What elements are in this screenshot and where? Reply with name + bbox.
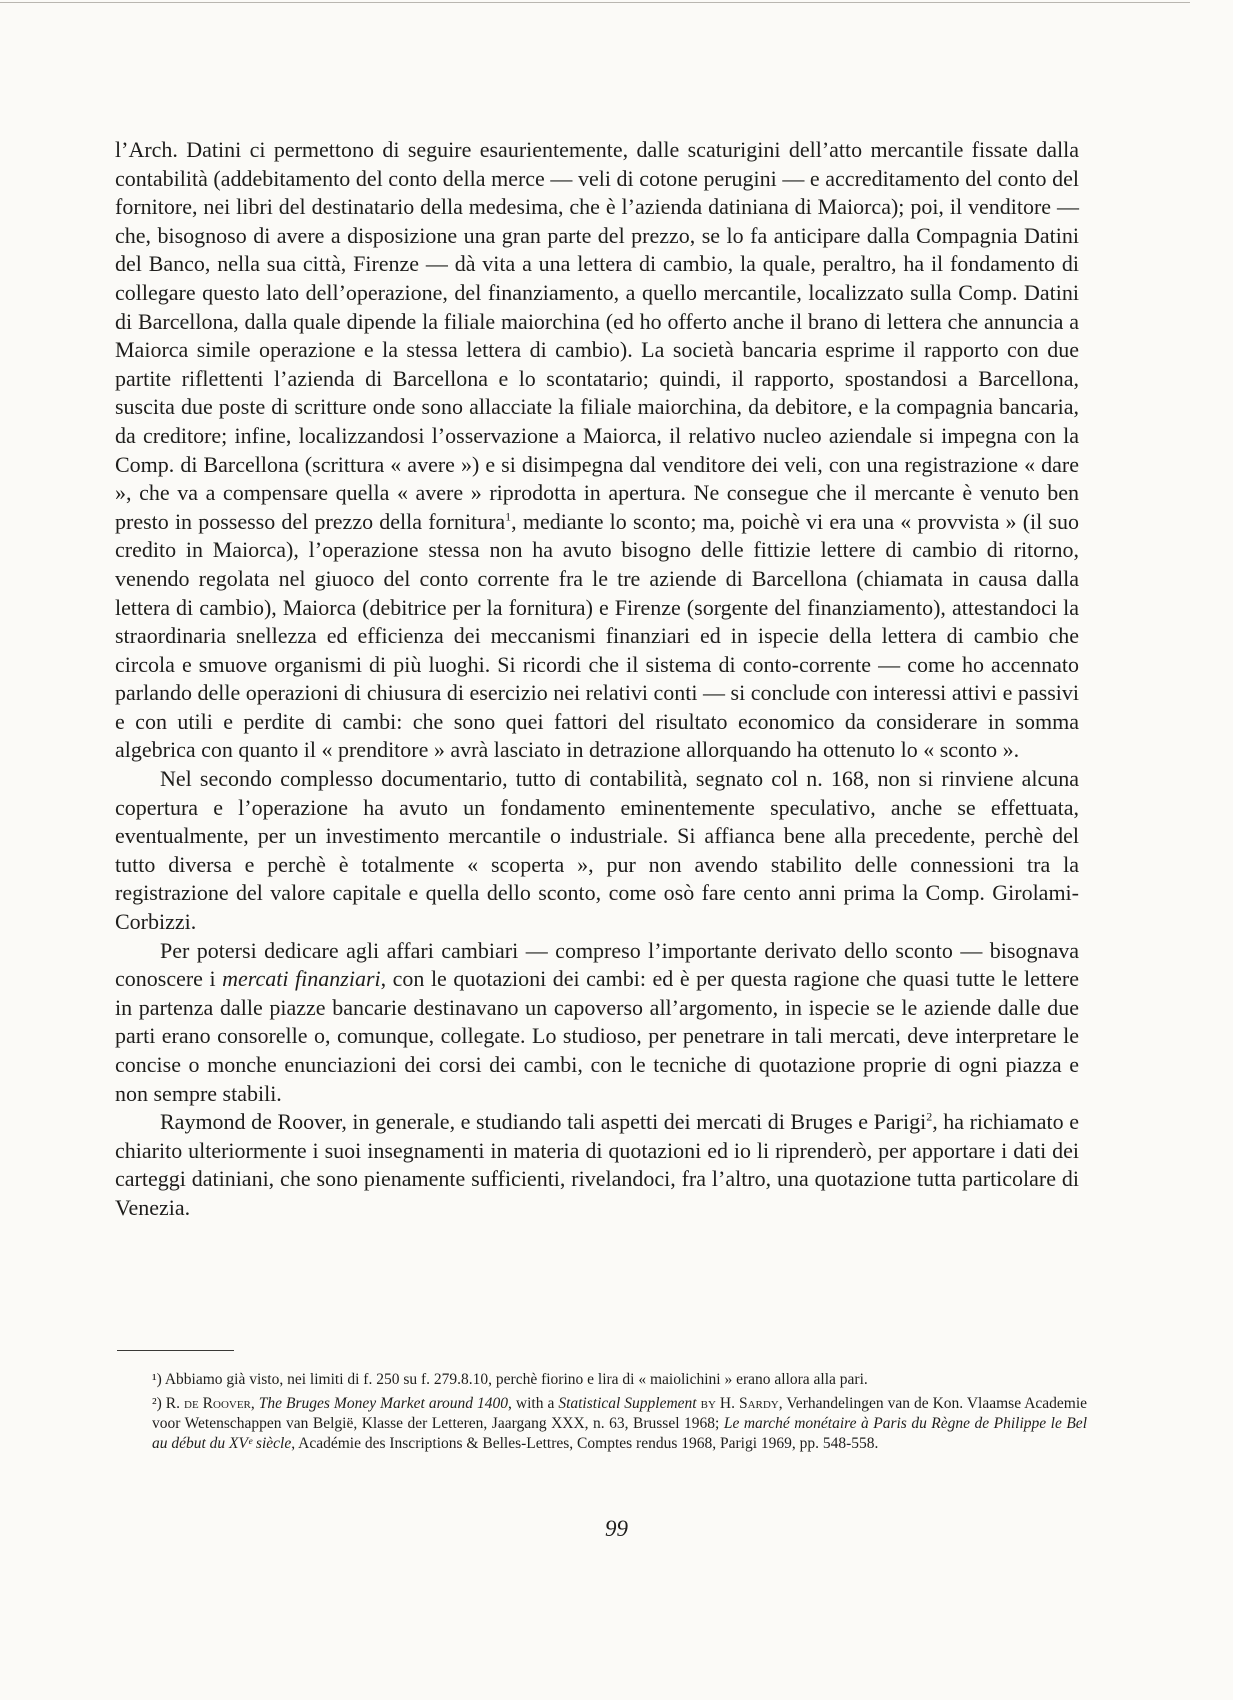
footnote-ref-2: 2 [926, 1109, 933, 1124]
footnote-2-text: , [250, 1395, 259, 1412]
footnote-2-text: , with a [508, 1395, 559, 1412]
paragraph-4 [115, 1108, 1079, 1222]
paragraph-3 [115, 937, 1079, 1109]
footnote-2-title: The Bruges Money Market around 1400 [258, 1395, 509, 1412]
footnote-2-editor: Sardy [738, 1395, 779, 1412]
page-number: 99 [605, 1516, 628, 1541]
paragraph-4-part-2: , ha richiamato e chiarito ulteriormente i suoi insegnamenti in materia di quotazioni ed io li riprenderò, per apportare i dati dei carteggi datiniani, che sono pienamente sufficienti, rivelandoci, fra l’altro, una quotazione tutta particolare di Venezia. [115, 1109, 1079, 1220]
footnote-1-text: Abbiamo già visto, nei limiti di f. 250 su f. 279.8.10, perchè fiorino e lira di « maiolichini » erano allora alla pari. [161, 1371, 868, 1388]
footnote-1-marker: ¹) [152, 1371, 162, 1388]
footnotes [152, 1370, 1087, 1458]
paragraph-1-part-2: , mediante lo sconto; ma, poichè vi era una « provvista » (il suo credito in Maiorca), l’operazione stessa non ha avuto bisogno delle fittizie lettere di cambio di ritorno, venendo regolata nel giuoco del conto corrente fra le tre aziende di Barcellona (chiamata in causa dalla lettera di cambio), Maiorca (debitrice per la fornitura) e Firenze (sorgente del finanziamento), attestandoci la straordinaria snellezza ed efficienza dei meccanismi finanziari ed in ispecie della lettera di cambio che circola e smuove organismi di più luoghi. Si ricordi che il sistema di conto-corrente — come ho accennato parlando delle operazioni di chiusura di esercizio nei relativi conti — si conclude con interessi attivi e passivi e con utili e perdite di cambi: che sono quei fattori del risultato economico da considerare in somma algebrica con quanto il « prenditore » avrà lasciato in detrazione allorquando ha ottenuto lo « sconto ». [115, 508, 1079, 763]
footnote-rule [117, 1350, 234, 1351]
footnote-2-title-2: Le marché monétaire à Paris du Règne de Philippe le Bel au début du XVᵉ siècle [152, 1415, 1087, 1452]
paragraph-3-emphasis: mercati finanziari [222, 966, 381, 992]
footnote-2-text: , Académie des Inscriptions & Belles-Lettres, Comptes rendus 1968, Parigi 1969, pp. 548-558. [291, 1435, 879, 1452]
main-text [115, 136, 1079, 1223]
paragraph-3-part-2: , con le quotazioni dei cambi: ed è per questa ragione che quasi tutte le lettere in partenza dalle piazze bancarie destinavano un capoverso all’argomento, in ispecie se le aziende dalle due parti erano consorelle o, comunque, collegate. Lo studioso, per penetrare in tali mercati, deve interpretare le concise o monche enunciazioni dei corsi dei cambi, con le tecniche di quotazione proprie di ogni piazza e non sempre stabili. [115, 966, 1079, 1106]
footnote-2-author: de Roover [184, 1395, 251, 1412]
paragraph-1 [115, 136, 1079, 765]
footnote-ref-1: 1 [505, 509, 512, 524]
paragraph-4-part-1: Raymond de Roover, in generale, e studiando tali aspetti dei mercati di Bruges e Parigi [160, 1109, 927, 1135]
paragraph-1-part-1: l’Arch. Datini ci permettono di seguire esaurientemente, dalle scaturigini dell’atto mercantile fissate dalla contabilità (addebitamento del conto della merce — veli di cotone perugini — e accreditamento del conto del fornitore, nei libri del destinatario della medesima, che è l’azienda datiniana di Maiorca); poi, il venditore — che, bisognoso di avere a disposizione una gran parte del prezzo, se lo fa anticipare dalla Compagnia Datini del Banco, nella sua città, Firenze — dà vita a una lettera di cambio, la quale, peraltro, ha il fondamento di collegare questo lato dell’operazione, del finanziamento, a quello mercantile, localizzato sulla Comp. Datini di Barcellona, dalla quale dipende la filiale maiorchina (ed ho offerto anche il brano di lettera che annuncia a Maiorca simile operazione e la stessa lettera di cambio). La società bancaria esprime il rapporto con due partite riflettenti l’azienda di Barcellona e lo scontatario; quindi, il rapporto, spostandosi a Barcellona, suscita due poste di scritture onde sono allacciate la filiale maiorchina, da debitore, e la compagnia bancaria, da creditore; infine, localizzandosi l’osservazione a Maiorca, il relativo nucleo aziendale si impegna con la Comp. di Barcellona (scrittura « avere ») e si disimpegna dal venditore dei veli, con una registrazione « dare », che va a compensare quella « avere » riprodotta in apertura. Ne consegue che il mercante è venuto ben presto in possesso del prezzo della fornitura [115, 137, 1079, 534]
footnote-2 [152, 1394, 1087, 1454]
footnote-2-marker: ²) [152, 1395, 162, 1412]
top-rule [0, 2, 1190, 3]
footnote-2-text: , Verhandelingen van de Kon. Vlaamse Academie voor Wetenschappen van België, Klasse der Letteren, Jaargang XXX, n. 63, Brussel 1968; [152, 1395, 1088, 1432]
paragraph-3-part-1: Per potersi dedicare agli affari cambiari — compreso l’importante derivato dello sconto — bisognava conoscere i [115, 937, 1079, 992]
footnote-2-text: H. [715, 1395, 739, 1412]
paragraph-2: Nel secondo complesso documentario, tutto di contabilità, segnato col n. 168, non si rinviene alcuna copertura e l’operazione ha avuto un fondamento eminentemente speculativo, anche se effettuata, eventualmente, per un investimento mercantile o industriale. Si affianca bene alla precedente, perchè del tutto diversa e perchè è totalmente « scoperta », pur non avendo stabilito delle connessioni tra la registrazione del valore capitale e quella dello sconto, come osò fare cento anni prima la Comp. Girolami-Corbizzi. [115, 766, 1079, 935]
footnote-2-subtitle: Statistical Supplement [558, 1395, 697, 1412]
footnote-2-text: R. [161, 1395, 185, 1412]
footnote-2-by: by [700, 1395, 716, 1412]
footnote-1 [152, 1370, 1087, 1390]
